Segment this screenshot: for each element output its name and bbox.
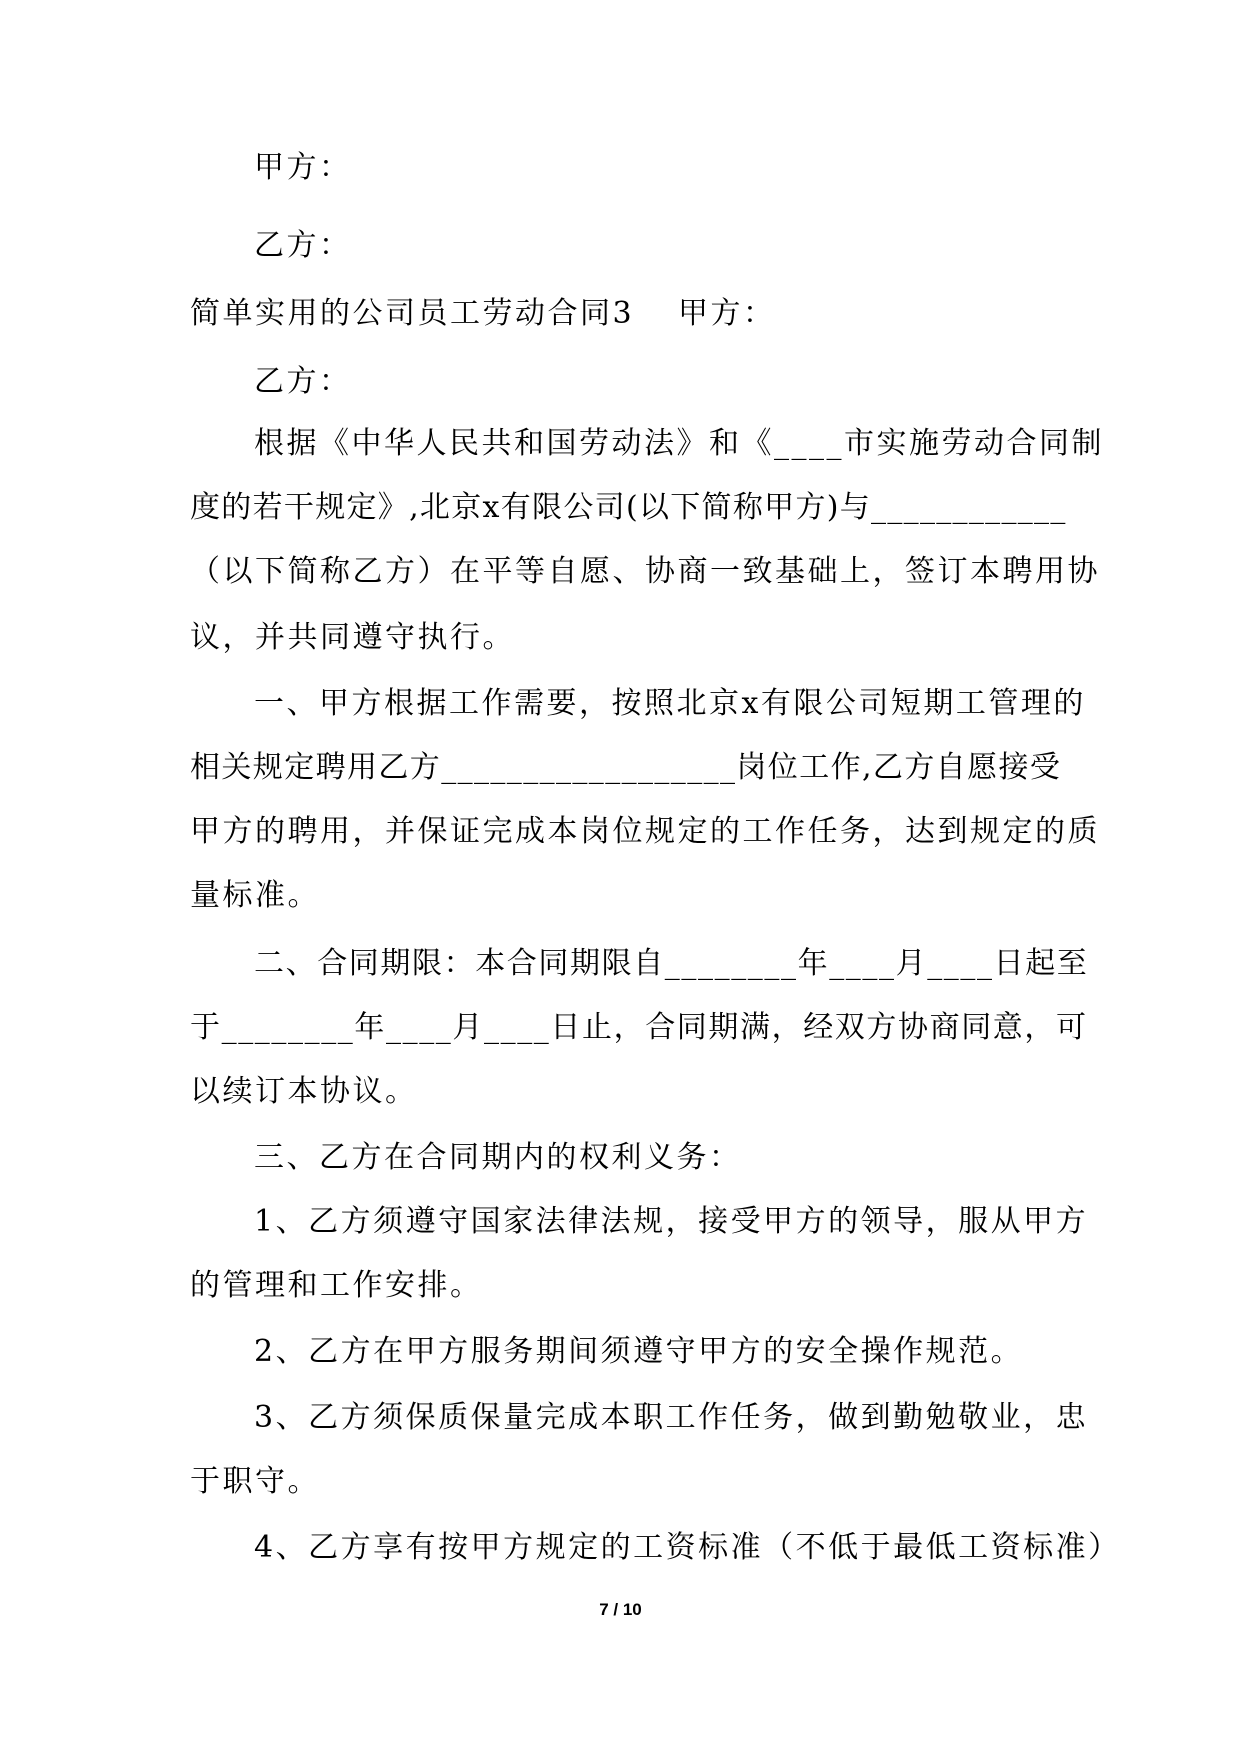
item-3-line: 3、乙方须保质保量完成本职工作任务，做到勤勉敬业，忠 [254,1400,1089,1435]
paragraph-line: （以下简称乙方）在平等自愿、协商一致基础上，签订本聘用协 [190,554,1100,589]
clause-1-line: 相关规定聘用乙方__________________岗位工作,乙方自愿接受 [190,750,1062,785]
item-3-line: 于职守。 [190,1464,320,1499]
paragraph-line: 根据《中华人民共和国劳动法》和《____市实施劳动合同制 [254,426,1104,461]
party-b-label-2: 乙方： [254,364,352,399]
clause-2-line: 于________年____月____日止，合同期满，经双方协商同意，可 [190,1010,1088,1045]
clause-3-heading: 三、乙方在合同期内的权利义务： [254,1140,742,1175]
contract-title: 简单实用的公司员工劳动合同3 [190,296,635,331]
clause-1-line: 甲方的聘用，并保证完成本岗位规定的工作任务，达到规定的质 [190,814,1100,849]
paragraph-line: 度的若干规定》,北京x有限公司(以下简称甲方)与____________ [190,490,1067,525]
clause-2-line: 以续订本协议。 [190,1074,418,1109]
party-a-label-2: 甲方： [678,296,776,331]
page-number: 7 / 10 [599,1600,642,1619]
party-b-label: 乙方： [254,228,352,263]
item-1-line: 的管理和工作安排。 [190,1268,483,1303]
item-2-line: 2、乙方在甲方服务期间须遵守甲方的安全操作规范。 [254,1334,1024,1369]
clause-1-line: 一、甲方根据工作需要，按照北京x有限公司短期工管理的 [254,686,1086,721]
item-4-line: 4、乙方享有按甲方规定的工资标准（不低于最低工资标准） [254,1530,1121,1565]
item-1-line: 1、乙方须遵守国家法律法规，接受甲方的领导，服从甲方 [254,1204,1089,1239]
paragraph-line: 议，并共同遵守执行。 [190,620,515,655]
clause-1-line: 量标准。 [190,878,320,913]
clause-2-line: 二、合同期限：本合同期限自________年____月____日起至 [254,946,1089,981]
party-a-label: 甲方： [254,150,352,185]
